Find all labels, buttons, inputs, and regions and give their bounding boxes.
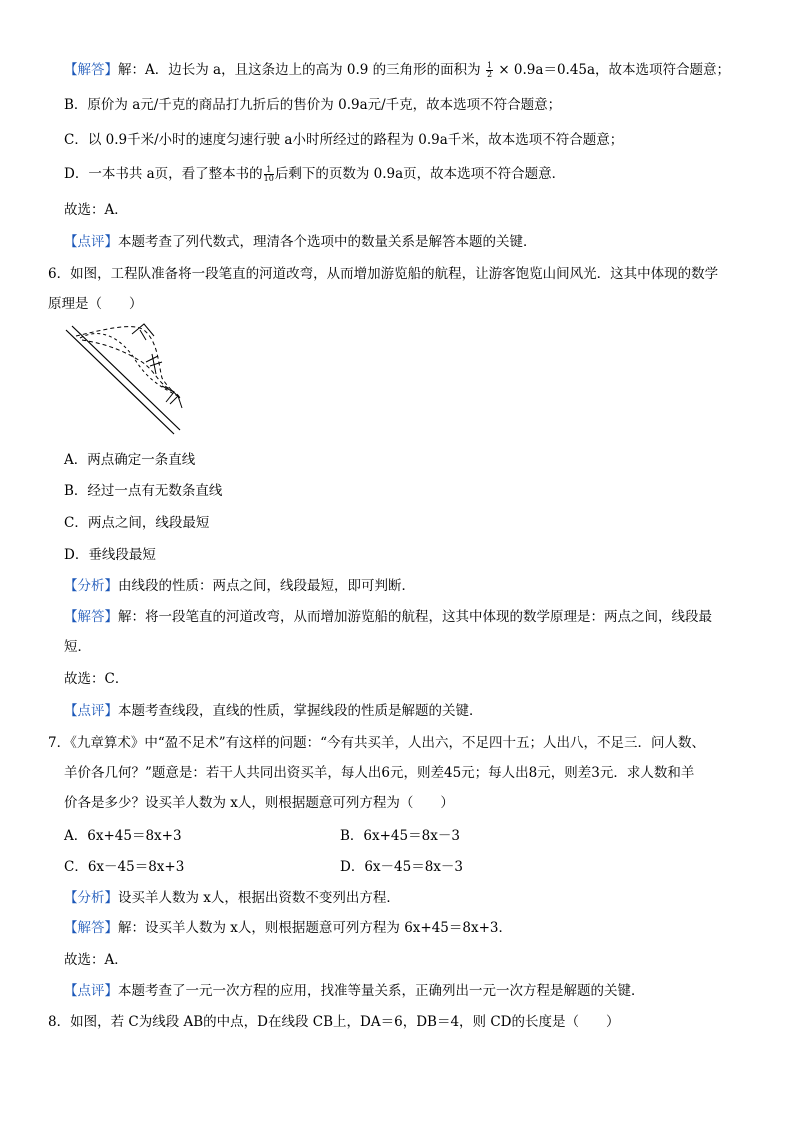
analysis-tag: 【分析】 — [64, 890, 118, 906]
q7-option-b: B．6x+45＝8x－3 — [340, 828, 460, 844]
q6-option-b: B．经过一点有无数条直线 — [64, 483, 223, 499]
answer-tag: 【解答】 — [64, 920, 118, 936]
q7-option-d: D．6x－45＝8x－3 — [340, 859, 463, 875]
river-figure — [62, 322, 192, 440]
comment-tag: 【点评】 — [64, 703, 118, 719]
comment-tag: 【点评】 — [64, 234, 118, 250]
q6-stem-line1: 6．如图，工程队准备将一段笔直的河道改弯，从而增加游览船的航程，让游客饱览山间风光．这其中体现的数学 — [48, 266, 719, 282]
q7-comment: 【点评】本题考查了一元一次方程的应用，找准等量关系，正确列出一元一次方程是解题的关键． — [64, 983, 645, 999]
q5-solution-d: D．一本书共 a页，看了整本书的 $\frac{1}{10}$ 后剩下的页数为 0.9a页，故本选项不符合题意． — [64, 165, 566, 183]
q6-option-a: A．两点确定一条直线 — [64, 452, 196, 468]
q7-stem-line3: 价各是多少？设买羊人数为 x人，则根据题意可列方程为（ ） — [64, 795, 454, 811]
q6-analysis: 【分析】由线段的性质：两点之间，线段最短，即可判断． — [64, 578, 415, 594]
q6-comment: 【点评】本题考查线段，直线的性质，掌握线段的性质是解题的关键． — [64, 703, 483, 719]
q6-option-c: C．两点之间，线段最短 — [64, 515, 210, 531]
q5-solution-c: C．以 0.9千米/小时的速度匀速行驶 a小时所经过的路程为 0.9a千米，故本选项不符合题意； — [64, 132, 624, 148]
q5-answer: 故选：A． — [64, 202, 128, 218]
q5-comment: 【点评】本题考查了列代数式，理清各个选项中的数量关系是解答本题的关键． — [64, 234, 537, 250]
answer-tag: 【解答】 — [64, 62, 118, 78]
fraction-one-tenth: $\frac{1}{10}$ — [263, 165, 274, 183]
q7-solution: 【解答】解：设买羊人数为 x人，则根据题意可列方程为 6x+45＝8x+3． — [64, 920, 512, 936]
q7-analysis: 【分析】设买羊人数为 x人，根据出资数不变列出方程． — [64, 890, 400, 906]
q5-solution-b: B．原价为 a元/千克的商品打九折后的售价为 0.9a元/千克，故本选项不符合题意； — [64, 97, 562, 113]
answer-tag: 【解答】 — [64, 609, 118, 625]
fraction-one-half: $\frac{1}{2}$ — [486, 61, 493, 79]
q7-option-a: A．6x+45＝8x+3 — [64, 828, 182, 844]
q7-answer: 故选：A． — [64, 952, 128, 968]
q6-answer: 故选：C． — [64, 671, 129, 687]
comment-tag: 【点评】 — [64, 983, 118, 999]
q6-stem-line2: 原理是（ ） — [48, 296, 143, 312]
q8-stem: 8．如图，若 C为线段 AB的中点，D在线段 CB上，DA＝6，DB＝4，则 CD的长度是（ ） — [48, 1014, 620, 1030]
q7-stem-line2: 羊价各几何？”题意是：若干人共同出资买羊，每人出6元，则差45元；每人出8元，则差3元．求人数和羊 — [64, 765, 695, 781]
q7-option-c: C．6x－45＝8x+3 — [64, 859, 185, 875]
analysis-tag: 【分析】 — [64, 578, 118, 594]
q5-solution-a: 【解答】解：A．边长为 a，且这条边上的高为 0.9 的三角形的面积为 $\frac{1}{2}$ × 0.9a＝0.45a，故本选项符合题意； — [64, 61, 731, 79]
q6-option-d: D．垂线段最短 — [64, 547, 156, 563]
q6-solution-line2: 短． — [64, 639, 91, 655]
q7-stem-line1: 7．《九章算术》中“盈不足术”有这样的问题：“今有共买羊，人出六，不足四十五；人出八，不足三．问人数、 — [48, 735, 706, 751]
q6-solution-line1: 【解答】解：将一段笔直的河道改弯，从而增加游览船的航程，这其中体现的数学原理是：两点之间，线段最 — [64, 609, 712, 625]
